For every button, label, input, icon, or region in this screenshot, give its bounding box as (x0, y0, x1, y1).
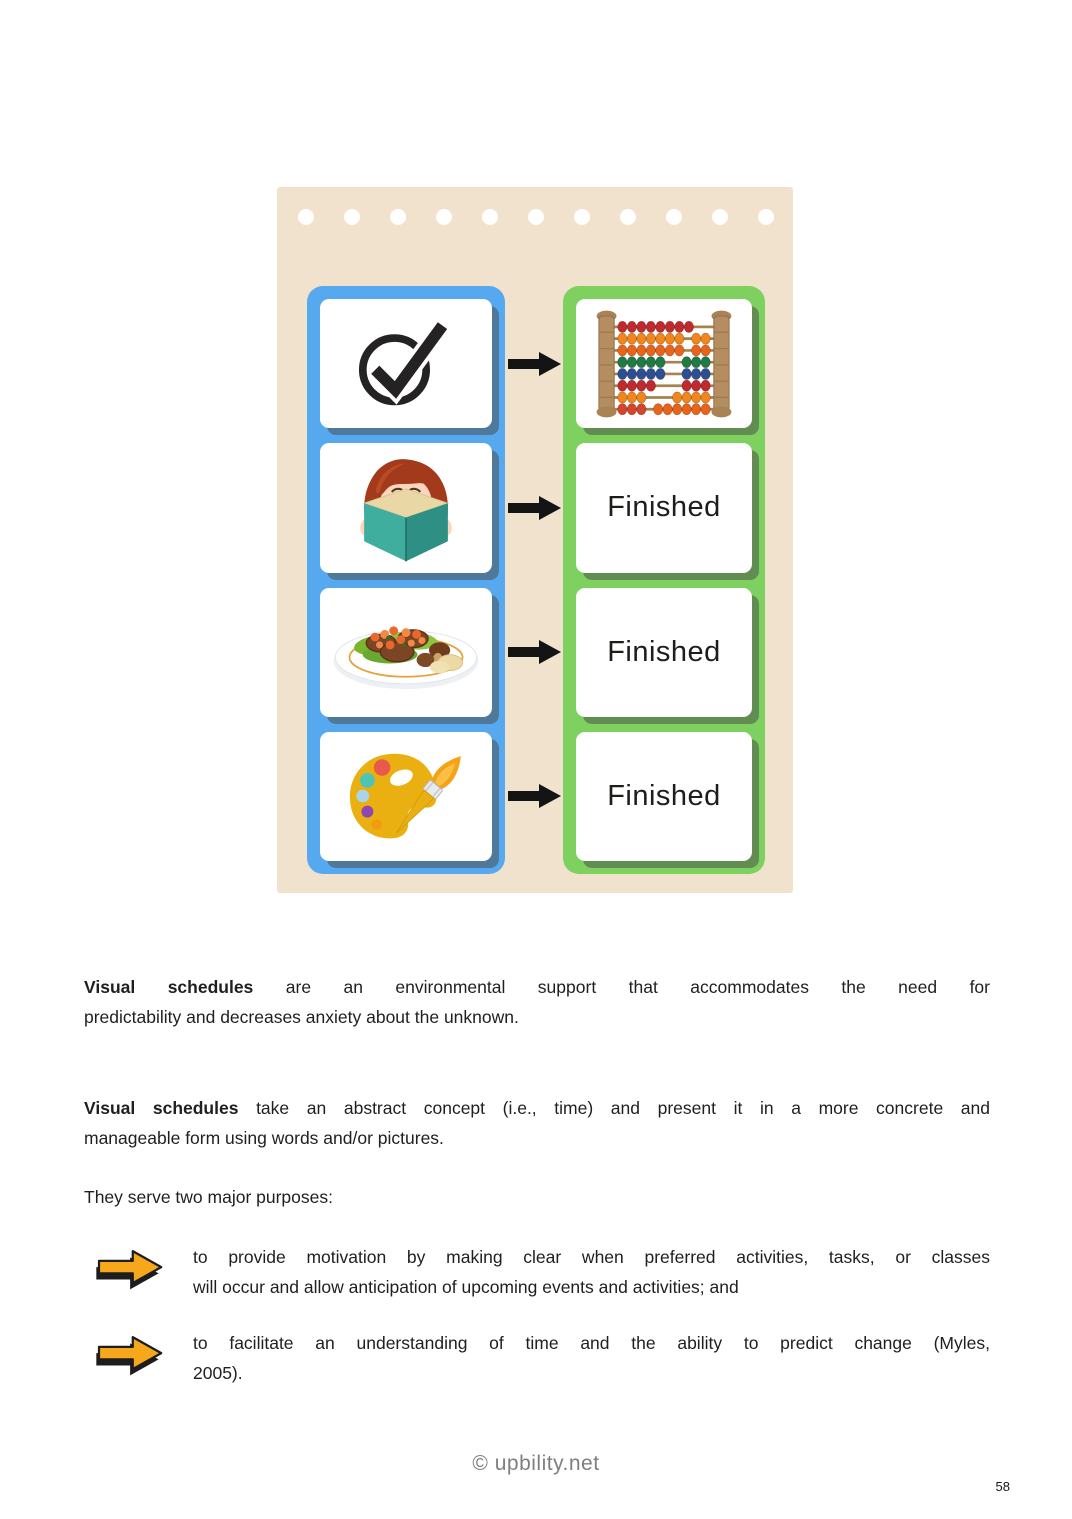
abacus-image (590, 307, 738, 421)
activity-card-reading (320, 443, 492, 572)
flow-arrow-icon (508, 493, 562, 523)
activity-card-painting (320, 732, 492, 861)
notepad-hole (482, 209, 498, 225)
girl-reading-icon (336, 449, 476, 567)
paragraph-lead: Visual schedules (84, 977, 254, 997)
activity-card-meal (320, 588, 492, 717)
finished-label: Finished (607, 635, 721, 668)
check-circle-icon (350, 316, 462, 412)
bullet-item-understanding-time: to facilitate an understanding of time and the ability to predict change (Myles, 2005). (84, 1328, 990, 1388)
finished-card-abacus (576, 299, 752, 428)
finished-card (576, 588, 752, 717)
flow-arrow-icon (508, 637, 562, 667)
notepad-hole (390, 209, 406, 225)
page-number: 58 (995, 1479, 1010, 1494)
notepad-hole (528, 209, 544, 225)
finished-label: Finished (607, 491, 721, 524)
notepad-hole (712, 209, 728, 225)
notepad-hole (666, 209, 682, 225)
abacus-beads (618, 321, 711, 415)
flow-arrow-icon (508, 781, 562, 811)
notepad-hole-strip (298, 209, 774, 225)
meal-plate-icon (324, 599, 488, 705)
finished-label: Finished (607, 779, 721, 812)
notepad-hole (758, 209, 774, 225)
paragraph-purposes-intro: They serve two major purposes: (84, 1187, 333, 1207)
bullet-arrow-icon (94, 1330, 168, 1378)
schedule-finished-column (563, 286, 765, 874)
paragraph-visual-schedules-2: Visual schedules take an abstract concept (i.e., time) and present it in a more concrete and manageable form using words and/or pictures. (84, 1098, 990, 1148)
activity-card-check (320, 299, 492, 428)
bullet-arrow-icon (94, 1244, 168, 1292)
visual-schedule-illustration (277, 187, 793, 893)
footer-watermark: © upbility.net (472, 1452, 600, 1475)
paint-palette-icon (336, 739, 476, 853)
notepad-hole (574, 209, 590, 225)
finished-card (576, 732, 752, 861)
notepad-hole (298, 209, 314, 225)
notepad-hole (620, 209, 636, 225)
flow-arrow-icon (508, 349, 562, 379)
schedule-activities-column (307, 286, 505, 874)
notepad-hole (436, 209, 452, 225)
notepad-hole (344, 209, 360, 225)
paragraph-lead: Visual schedules (84, 1098, 239, 1118)
bullet-item-motivation: to provide motivation by making clear when preferred activities, tasks, or classes will occur and allow anticipation of upcoming events and activities; and (84, 1242, 990, 1302)
finished-card (576, 443, 752, 572)
paragraph-visual-schedules-1: Visual schedules are an environmental support that accommodates the need for predictability and decreases anxiety about the unknown. (84, 977, 990, 1027)
